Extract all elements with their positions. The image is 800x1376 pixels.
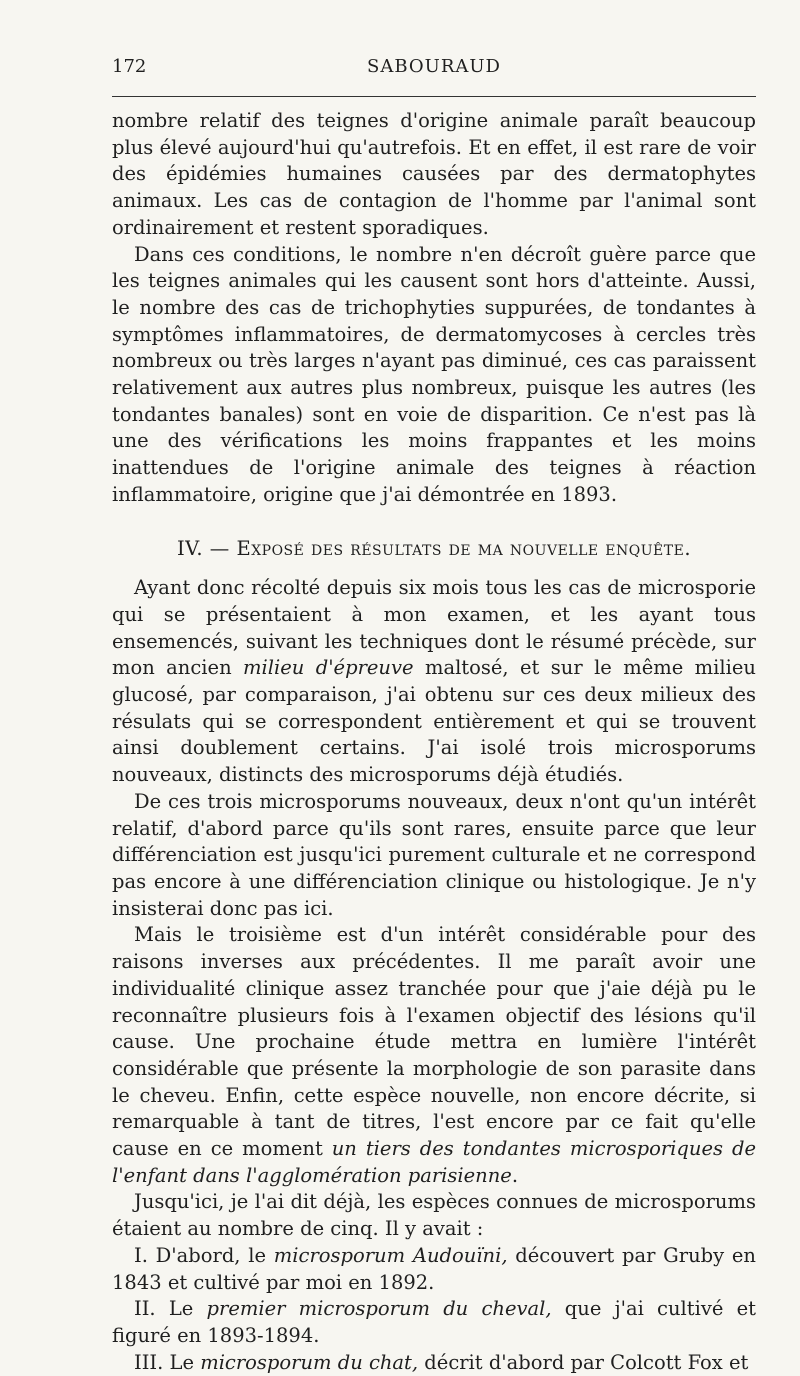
header-rule bbox=[112, 96, 756, 97]
paragraph-5-italic: un tiers des tondantes microsporiques de l'enfant dans l'agglomération parisienne bbox=[112, 1137, 756, 1187]
paragraph-3-text-b: maltosé, et sur le même milieu glucosé, par comparaison, j'ai obtenu sur ces deux milieux des résulats qui se correspondent entièrement et qui se trouvent ainsi doublement certains. J'ai isolé trois microsporums nouveaux, distincts des microsporums déjà étudiés. bbox=[112, 656, 756, 787]
section-heading bbox=[112, 536, 756, 563]
running-head: SABOURAUD bbox=[367, 56, 501, 77]
paragraph-3-italic: milieu d'épreuve bbox=[243, 656, 414, 680]
paragraph-9 bbox=[112, 1350, 756, 1376]
page-number: 172 bbox=[112, 56, 147, 77]
section-numeral: IV. — bbox=[176, 536, 237, 560]
paragraph-6: Jusqu'ici, je l'ai dit déjà, les espèces connues de microsporums étaient au nombre de cinq. Il y avait : bbox=[112, 1190, 756, 1241]
paragraph-7 bbox=[112, 1243, 756, 1296]
paragraph-5 bbox=[112, 922, 756, 1189]
paragraph-9-italic: microsporum du chat, bbox=[200, 1350, 419, 1374]
paragraph-2: Dans ces conditions, le nombre n'en décroît guère parce que les teignes animales qui les causent sont hors d'atteinte. Aussi, le nombre des cas de trichophyties suppurées, de tondantes à symptômes inflammatoires, de dermatomycoses à cercles très nombreux ou très larges n'ayant pas diminué, ces cas paraissent relativement aux autres plus nombreux, puisque les autres (les tondantes banales) sont en voie de disparition. Ce n'est pas là une des vérifications les moins frappantes et les moins inattendues de l'origine animale des teignes à réaction inflammatoire, origine que j'ai démontrée en 1893. bbox=[112, 242, 756, 506]
section-title: Exposé des résultats de ma nouvelle enquête. bbox=[236, 536, 692, 560]
paragraph-8-text-a: II. Le bbox=[134, 1297, 207, 1321]
paragraph-5-text-a: Mais le troisième est d'un intérêt considérable pour des raisons inverses aux précédentes. Il me paraît avoir une individualité clinique assez tranchée pour que j'aie déjà pu le reconnaître plusieurs fois à l'examen objectif des lésions qu'il cause. Une prochaine étude mettra en lumière l'intérêt considérable que présente la morphologie de son parasite dans le cheveu. Enfin, cette espèce nouvelle, non encore décrite, si remarquable à tant de titres, l'est encore par ce fait qu'elle cause en ce moment bbox=[112, 923, 756, 1161]
paragraph-8-italic: premier microsporum du cheval, bbox=[206, 1297, 552, 1321]
paragraph-5-text-b: . bbox=[511, 1163, 519, 1187]
paragraph-4: De ces trois microsporums nouveaux, deux n'ont qu'un intérêt relatif, d'abord parce qu'ils sont rares, ensuite parce que leur différenciation est jusqu'ici purement culturale et ne correspond pas encore à une différenciation clinique ou histologique. Je n'y insisterai donc pas ici. bbox=[112, 789, 756, 920]
paragraph-7-text-a: I. D'abord, le bbox=[134, 1243, 274, 1267]
paragraph-9-text-b: décrit d'abord par Colcott Fox et bbox=[418, 1350, 749, 1374]
paragraph-7-italic: microsporum Audouïni, bbox=[273, 1243, 508, 1267]
body-text bbox=[112, 108, 756, 1376]
paragraph-9-text-a: III. Le bbox=[134, 1350, 201, 1374]
paragraph-8-text-b: que j'ai cultivé et figuré en 1893-1894. bbox=[112, 1297, 756, 1347]
paragraph-7-text-b: découvert par Gruby en 1843 et cultivé par moi en 1892. bbox=[112, 1243, 756, 1294]
paragraph-3-text-a: Ayant donc récolté depuis six mois tous les cas de microsporie qui se présentaient à mon examen, et les ayant tous ensemencés, suivant les techniques dont le résumé précède, sur mon ancien bbox=[112, 576, 756, 680]
paragraph-1: nombre relatif des teignes d'origine animale paraît beaucoup plus élevé aujourd'hui qu'autrefois. Et en effet, il est rare de voir des épidémies humaines causées par des dermatophytes animaux. Les cas de contagion de l'homme par l'animal sont ordinairement et restent sporadiques. bbox=[112, 109, 756, 239]
paragraph-3 bbox=[112, 575, 756, 789]
page-header bbox=[112, 56, 756, 82]
